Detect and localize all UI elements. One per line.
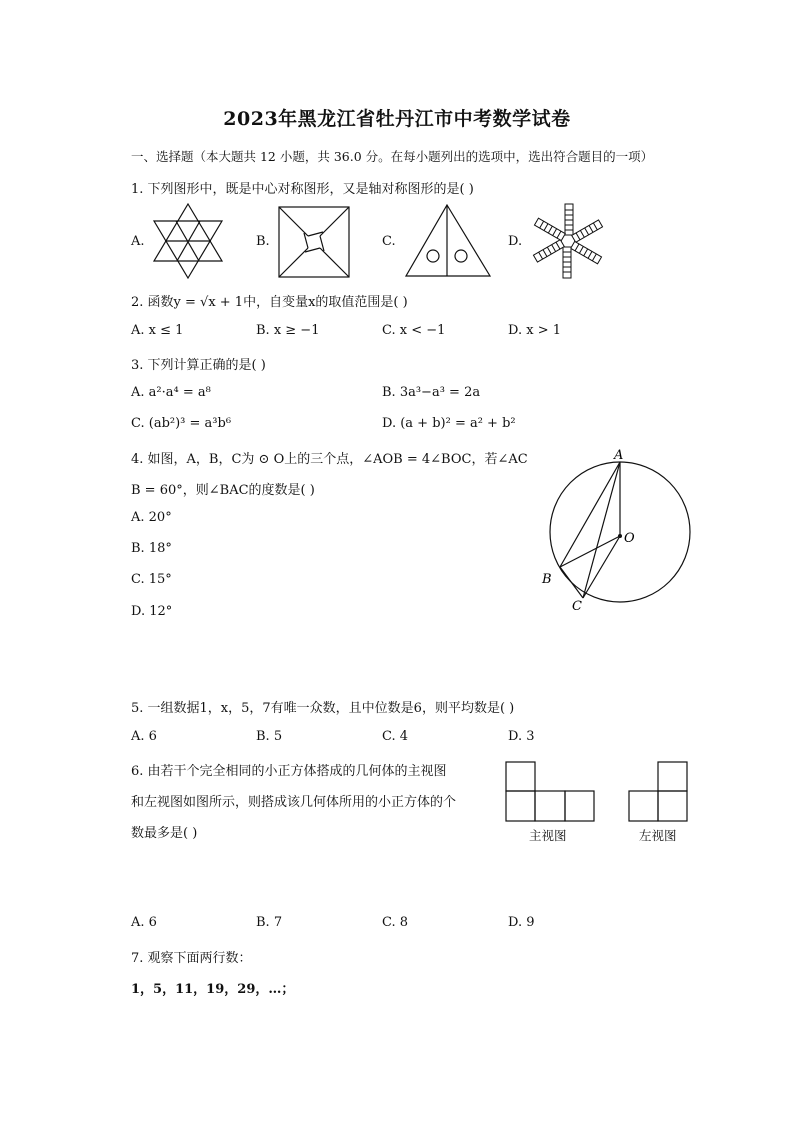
question-4-stem-line2: B = 60°，则∠BAC的度数是( ) xyxy=(131,483,315,498)
q5-option-a: A. 6 xyxy=(131,729,157,744)
hexagram-figure xyxy=(152,203,224,279)
q3-option-a: A. a²·a⁴ = a⁸ xyxy=(131,385,211,400)
q2-option-c: C. x < −1 xyxy=(382,323,446,338)
q5-option-c: C. 4 xyxy=(382,729,409,744)
q2-option-a: A. x ≤ 1 xyxy=(131,323,184,338)
pinwheel-square-figure xyxy=(278,206,350,278)
question-1-stem: 1. 下列图形中，既是中心对称图形，又是轴对称图形的是( ) xyxy=(131,182,474,197)
q1-option-a-label: A. xyxy=(131,234,145,249)
front-view-figure xyxy=(505,761,597,823)
q4-option-a: A. 20° xyxy=(131,510,172,525)
q6-option-b: B. 7 xyxy=(256,915,283,930)
point-c-label: C xyxy=(572,599,582,614)
triangle-circles-figure xyxy=(404,204,492,278)
q4-option-b: B. 18° xyxy=(131,541,172,556)
q4-option-c: C. 15° xyxy=(131,572,172,587)
question-6-stem-line2: 和左视图如图所示，则搭成该几何体所用的小正方体的个 xyxy=(131,795,457,810)
question-6-stem-line3: 数最多是( ) xyxy=(131,826,198,841)
point-o-label: O xyxy=(624,531,635,546)
page-title: 2023年黑龙江省牡丹江市中考数学试卷 xyxy=(223,108,571,130)
windmill-figure xyxy=(530,202,606,280)
point-a-label: A xyxy=(614,448,624,463)
q6-option-a: A. 6 xyxy=(131,915,157,930)
q1-option-d-label: D. xyxy=(508,234,523,249)
question-5-stem: 5. 一组数据1，x，5，7有唯一众数，且中位数是6，则平均数是( ) xyxy=(131,701,515,716)
q2-option-b: B. x ≥ −1 xyxy=(256,323,320,338)
left-view-caption: 左视图 xyxy=(639,828,677,843)
section-heading: 一、选择题（本大题共 12 小题，共 36.0 分。在每小题列出的选项中，选出符合题目的一项） xyxy=(131,149,654,164)
q2-option-d: D. x > 1 xyxy=(508,323,561,338)
q1-option-b-label: B. xyxy=(256,234,270,249)
q3-option-b: B. 3a³−a³ = 2a xyxy=(382,385,481,400)
question-7-stem: 7. 观察下面两行数： xyxy=(131,951,252,966)
question-6-stem-line1: 6. 由若干个完全相同的小正方体搭成的几何体的主视图 xyxy=(131,764,447,779)
question-7-sequence-1: 1，5，11，19，29，…； xyxy=(131,982,295,997)
q5-option-d: D. 3 xyxy=(508,729,535,744)
q3-option-d: D. (a + b)² = a² + b² xyxy=(382,416,516,431)
question-2-stem: 2. 函数y = √x + 1中，自变量x的取值范围是( ) xyxy=(131,295,408,310)
q3-option-c: C. (ab²)³ = a³b⁶ xyxy=(131,416,232,431)
q6-option-c: C. 8 xyxy=(382,915,409,930)
point-b-label: B xyxy=(542,572,552,587)
q4-option-d: D. 12° xyxy=(131,604,173,619)
question-3-stem: 3. 下列计算正确的是( ) xyxy=(131,358,266,373)
front-view-caption: 主视图 xyxy=(529,828,567,843)
left-view-figure xyxy=(628,761,690,823)
question-4-stem-line1: 4. 如图，A，B，C为 ⊙ O上的三个点，∠AOB = 4∠BOC，若∠AC xyxy=(131,452,528,467)
q5-option-b: B. 5 xyxy=(256,729,283,744)
circle-geometry-figure xyxy=(536,446,696,616)
q6-option-d: D. 9 xyxy=(508,915,535,930)
q1-option-c-label: C. xyxy=(382,234,396,249)
